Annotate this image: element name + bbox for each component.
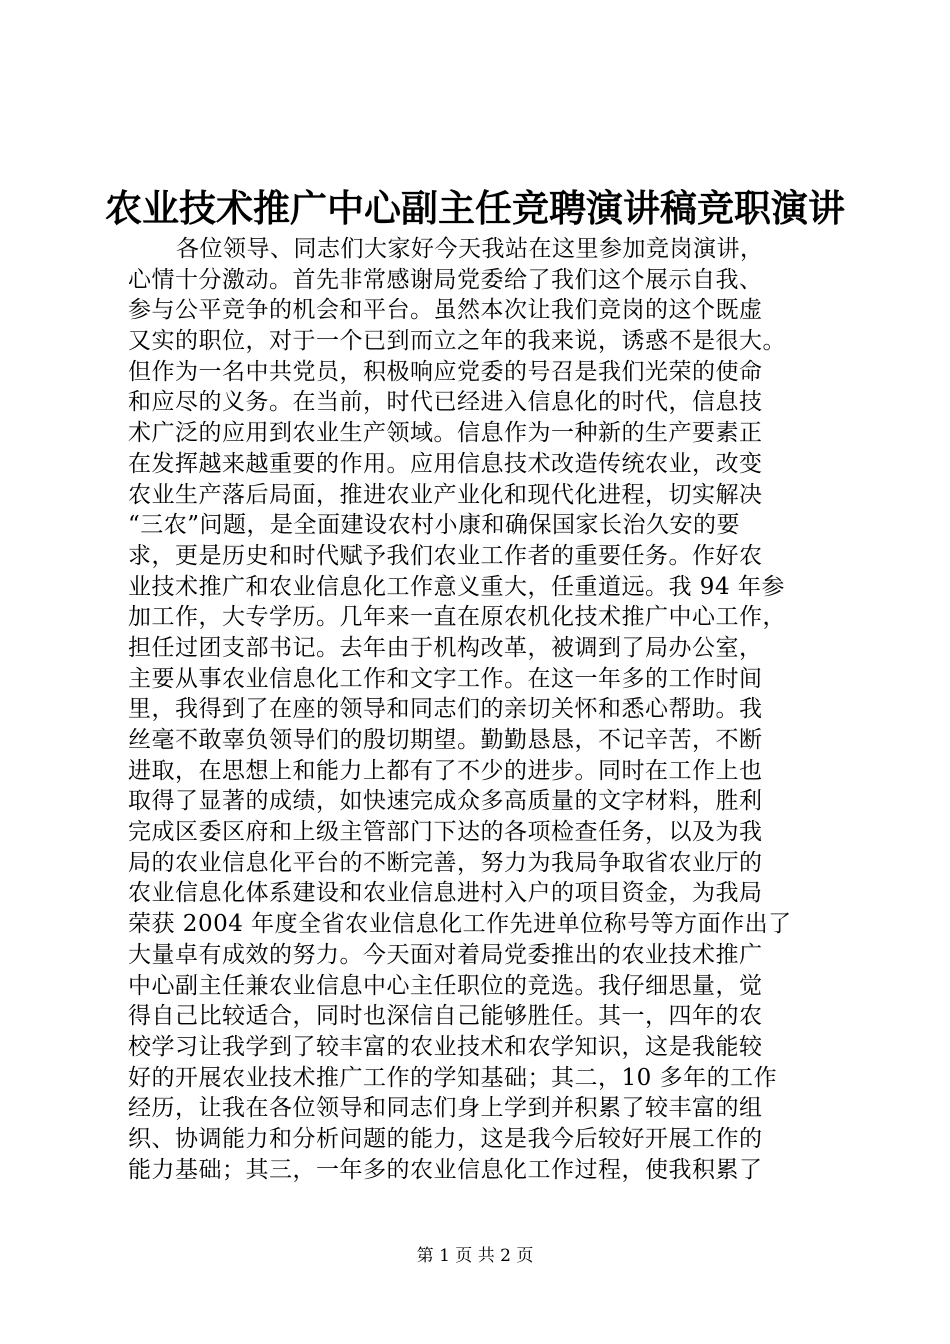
body-line: 进取，在思想上和能力上都有了不少的进步。同时在工作上也 [128,757,763,784]
page-footer: 第 1 页 共 2 页 [416,1246,534,1266]
body-line: 但作为一名中共党员，积极响应党委的号召是我们光荣的使命 [128,358,763,385]
body-line: 经历，让我在各位领导和同志们身上学到并积累了较丰富的组 [128,1095,763,1122]
body-line: 各位领导、同志们大家好今天我站在这里参加竞岗演讲， [176,236,764,262]
body-line: 丝毫不敢辜负领导们的殷切期望。勤勤恳恳，不记辛苦，不断 [128,727,763,753]
body-line: 心情十分激动。首先非常感谢局党委给了我们这个展示自我、 [128,266,763,293]
body-line: 又实的职位，对于一个已到而立之年的我来说，诱惑不是很大。 [128,328,786,355]
body-line: 中心副主任兼农业信息中心主任职位的竞选。我仔细思量，觉 [128,972,763,999]
body-line: 能力基础；其三，一年多的农业信息化工作过程，使我积累了 [128,1156,763,1183]
body-line: 取得了显著的成绩，如快速完成众多高质量的文字材料，胜利 [128,788,763,815]
body-line: 里，我得到了在座的领导和同志们的亲切关怀和悉心帮助。我 [128,696,763,723]
body-line: 好的开展农业技术推广工作的学知基础；其二，10 多年的工作 [128,1064,778,1091]
body-line: 大量卓有成效的努力。今天面对着局党委推出的农业技术推广 [128,941,763,968]
body-line: “三农”问题，是全面建设农村小康和确保国家长治久安的要 [128,512,741,539]
body-line: 担任过团支部书记。去年由于机构改革，被调到了局办公室， [128,634,763,661]
body-line: 和应尽的义务。在当前，时代已经进入信息化的时代，信息技 [128,389,763,416]
body-line: 校学习让我学到了较丰富的农业技术和农学知识，这是我能较 [128,1033,763,1060]
document-title: 农业技术推广中心副主任竞聘演讲稿竞职演讲 [105,186,845,230]
document-body [128,234,858,1185]
body-line: 参与公平竞争的机会和平台。虽然本次让我们竞岗的这个既虚 [128,297,763,324]
body-line: 加工作，大专学历。几年来一直在原农机化技术推广中心工作， [128,604,786,631]
body-line: 农业生产落后局面，推进农业产业化和现代化进程，切实解决 [128,481,763,508]
body-line: 完成区委区府和上级主管部门下达的各项检查任务，以及为我 [128,819,763,846]
body-line: 局的农业信息化平台的不断完善，努力为我局争取省农业厅的 [128,849,763,876]
body-line: 主要从事农业信息化工作和文字工作。在这一年多的工作时间 [128,665,763,692]
body-line: 术广泛的应用到农业生产领域。信息作为一种新的生产要素正 [128,420,763,447]
body-line: 求，更是历史和时代赋予我们农业工作者的重要任务。作好农 [128,542,763,569]
body-line: 织、协调能力和分析问题的能力，这是我今后较好开展工作的 [128,1125,763,1152]
body-line: 在发挥越来越重要的作用。应用信息技术改造传统农业，改变 [128,450,763,477]
body-line: 业技术推广和农业信息化工作意义重大，任重道远。我 94 年参 [128,573,785,600]
body-line: 荣获 2004 年度全省农业信息化工作先进单位称号等方面作出了 [128,911,792,938]
body-line: 农业信息化体系建设和农业信息进村入户的项目资金，为我局 [128,880,763,907]
body-line: 得自己比较适合，同时也深信自己能够胜任。其一，四年的农 [128,1003,763,1030]
